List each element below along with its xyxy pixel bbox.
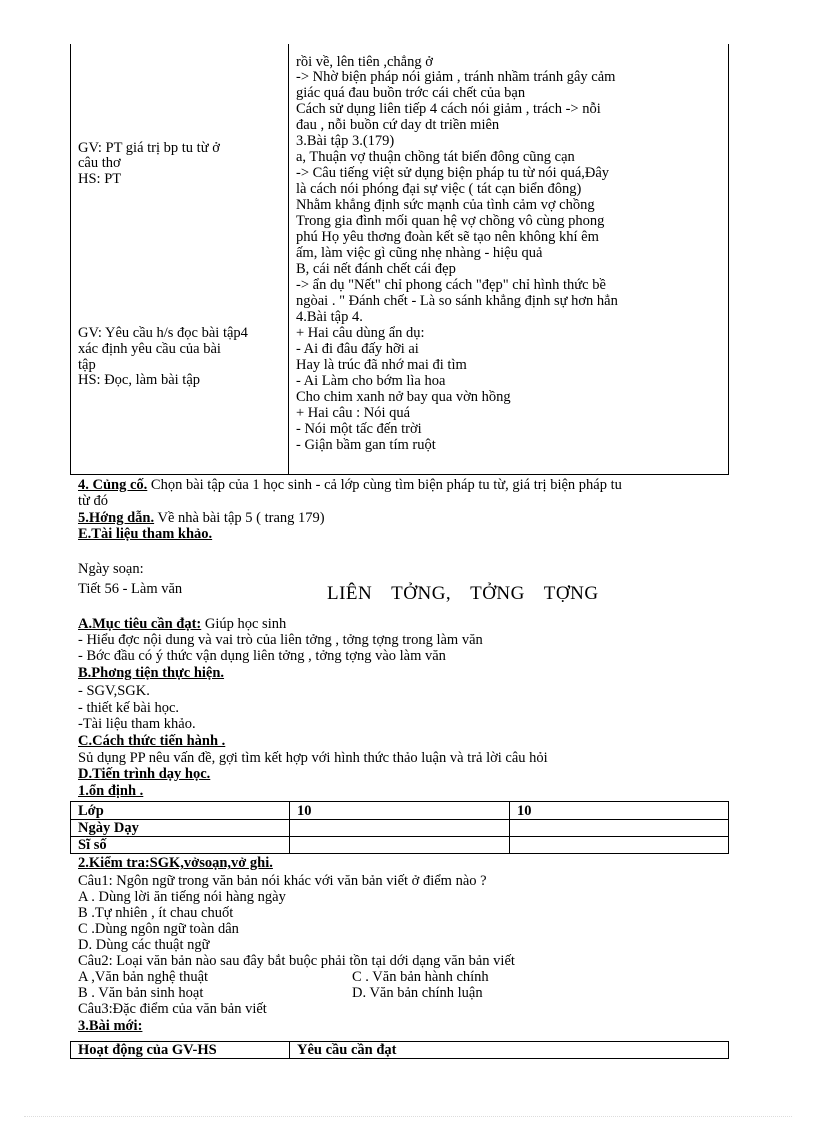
right-col-line: phú Họ yêu thơng đoàn kết sẽ tạo nên không khí êm [296,229,599,245]
objectives-line [78,617,286,632]
attendance-label: Sĩ số [78,837,107,853]
right-col-line: ấm, làm việc gì cũng nhẹ nhàng - hiệu quả [296,245,543,261]
check-line: A . Dùng lời ăn tiếng nói hàng ngày [78,889,286,905]
left-col-line: GV: Yêu cầu h/s đọc bài tập4 [78,325,248,341]
right-col-line: Cho chim xanh nở bay qua vờn hồng [296,389,511,405]
right-col-line: Hay là trúc đã nhớ mai đi tìm [296,357,467,373]
right-col-line: - Ai Làm cho bớm lìa hoa [296,373,446,389]
objective-item: - Bớc đầu có ý thức vận dụng liên tởng , tởng tợng vào làm văn [78,648,446,664]
consolidation-text: Chọn bài tập của 1 học sinh - cả lớp cùng tìm biện pháp tu từ, giá trị biện pháp tu [147,477,622,493]
right-col-line: -> ẩn dụ "Nết" chỉ phong cách "đẹp" chỉ hình thức bề [296,277,606,293]
method-heading: C.Cách thức tiến hành . [78,733,226,749]
lesson-title: LIÊN TỞNG, TỞNG TỢNG [327,583,599,604]
right-col-line: - Giận bầm gan tím ruột [296,437,436,453]
left-col-line: xác định yêu cầu của bài [78,341,221,357]
teaching-day-label: Ngày Dạy [78,820,139,836]
right-col-line: giác quá đau buồn trớc cái chết của bạn [296,85,526,101]
check-heading: 2.Kiểm tra:SGK,vởsoạn,vở ghi. [78,855,273,871]
right-col-line: Trong gia đình mối quan hệ vợ chồng vô cùng phong [296,213,605,229]
left-col-line: HS: PT [78,171,122,187]
right-col-line: rồi về, lên tiên ,chẳng ở [296,54,433,70]
right-col-line: là cách nói phóng đại sự việc ( tát cạn biển đông) [296,181,582,197]
class-header-label: Lớp [78,803,104,819]
right-col-line: đau , nỗi buồn cứ day dt triền miên [296,117,500,133]
page-bottom-divider [24,1116,792,1117]
consolidation-line [78,478,622,493]
class-header-value: 10 [297,803,312,819]
material-item: - SGV,SGK. [78,683,150,699]
objectives-heading: A.Mục tiêu cần đạt: [78,616,202,632]
right-col-line: Cách sử dụng liên tiếp 4 cách nói giảm , trách -> nỗi [296,101,601,117]
material-item: - thiết kế bài học. [78,700,180,716]
date-label: Ngày soạn: [78,561,144,577]
right-col-line: Nhằm khẳng định sức mạnh của tình cảm vợ chồng [296,197,595,213]
material-item: -Tài liệu tham khảo. [78,716,196,732]
right-col-line: -> Nhờ biện pháp nói giảm , tránh nhầm tránh gây cảm [296,69,616,85]
right-col-line: - Nói một tấc đến trời [296,421,422,437]
requirement-column-header: Yêu cầu cần đạt [297,1042,397,1058]
right-col-line: 4.Bài tập 4. [296,309,363,325]
activity-column-header: Hoạt động của GV-HS [78,1042,217,1058]
check-line: C .Dùng ngôn ngữ toàn dân [78,921,239,937]
consolidation-heading: 4. Củng cố. [78,477,148,493]
question-3: Câu3:Đặc điểm của văn bản viết [78,1001,267,1017]
check-line: Câu2: Loại văn bản nào sau đây bắt buộc phải tồn tại dới dạng văn bản viết [78,953,515,969]
check-line: B .Tự nhiên , ít chau chuốt [78,905,234,921]
objectives-text: Giúp học sinh [201,616,287,632]
option-b: B . Văn bản sinh hoạt [78,985,204,1001]
right-col-line: a, Thuận vợ thuận chồng tát biển đông cũng cạn [296,149,575,165]
homework-heading: 5.Hớng dẫn. [78,510,155,526]
period-label: Tiết 56 - Làm văn [78,581,183,597]
right-col-line: B, cái nết đánh chết cái đẹp [296,261,456,277]
consolidation-text-cont: từ đó [78,493,109,509]
check-line: Câu1: Ngôn ngữ trong văn bản nói khác với văn bản viết ở điểm nào ? [78,873,487,889]
objective-item: - Hiểu đợc nội dung và vai trò của liên tởng , tởng tợng trong làm văn [78,632,483,648]
right-col-line: + Hai câu dùng ẩn dụ: [296,325,425,341]
references-heading: E.Tài liệu tham khảo. [78,526,213,542]
right-col-line: 3.Bài tập 3.(179) [296,133,395,149]
option-d: D. Văn bản chính luận [352,985,483,1001]
right-col-line: ngòai . " Đánh chết - Là so sánh khẳng định sự hơn hẳn [296,293,618,309]
stabilize-heading: 1.ổn định . [78,783,144,799]
left-col-line: tập [78,357,96,373]
left-col-line: GV: PT giá trị bp tu từ ở [78,140,220,156]
right-col-line: + Hai câu : Nói quá [296,405,411,421]
process-heading: D.Tiến trình dạy học. [78,766,211,782]
class-header-value: 10 [517,803,532,819]
right-col-line: - Ai đi đâu đấy hỡi ai [296,341,419,357]
left-col-line: HS: Đọc, làm bài tập [78,372,201,388]
check-line: D. Dùng các thuật ngữ [78,937,210,953]
method-text: Sủ dụng PP nêu vấn đề, gợi tìm kết hợp với hình thức thảo luận và trả lời câu hỏi [78,750,548,766]
option-c: C . Văn bản hành chính [352,969,489,985]
left-col-line: câu thơ [78,155,121,171]
materials-heading: B.Phơng tiện thực hiện. [78,665,225,681]
homework-text: Về nhà bài tập 5 ( trang 179) [154,510,325,526]
new-lesson-heading: 3.Bài mới: [78,1018,143,1034]
right-col-line: -> Câu tiếng việt sử dụng biện pháp tu từ nói quá,Đây [296,165,610,181]
option-a: A ,Văn bản nghệ thuật [78,969,209,985]
homework-line [78,511,325,526]
